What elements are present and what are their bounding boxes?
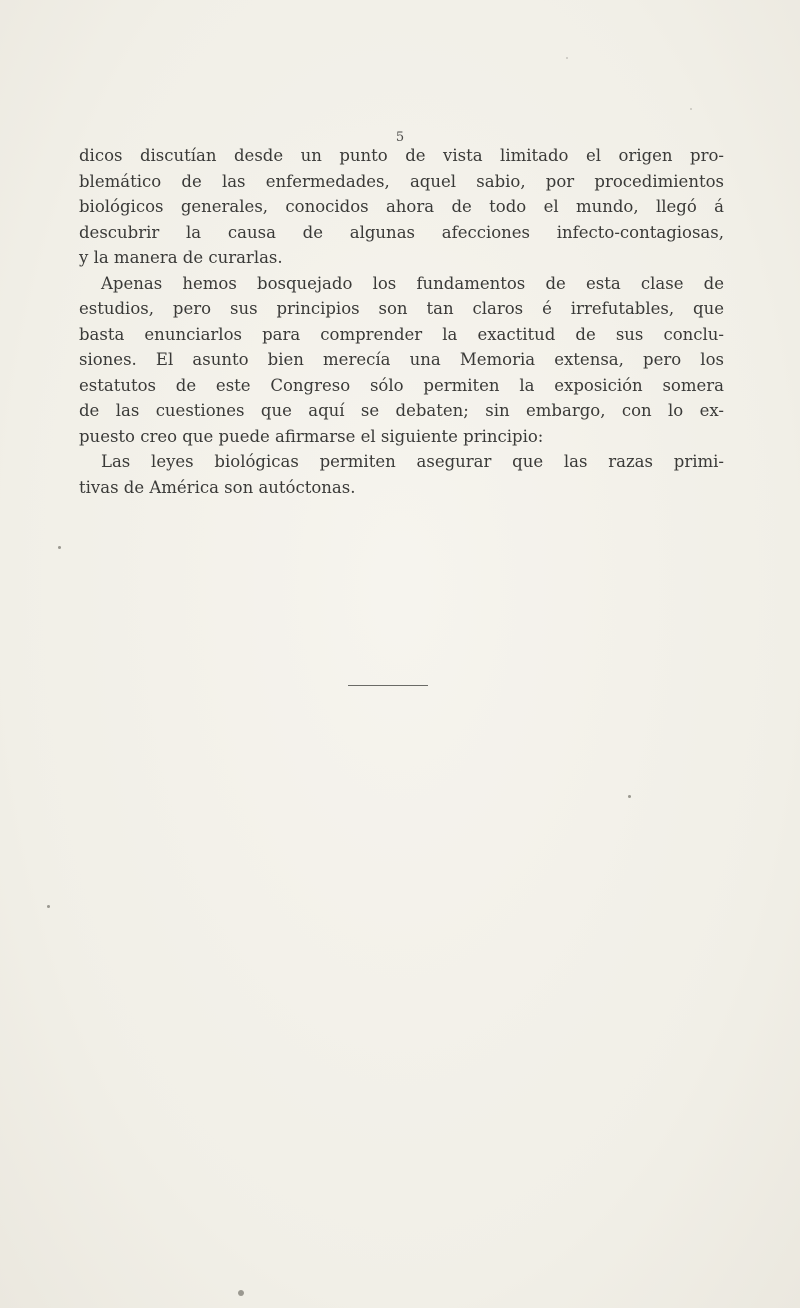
section-divider (348, 685, 428, 686)
text-line: biológicos generales, conocidos ahora de todo el mundo, llegó á (79, 197, 724, 216)
text-line: dicos discutían desde un punto de vista limitado el origen pro- (79, 146, 724, 165)
text-line: estudios, pero sus principios son tan claros é irrefutables, que (79, 299, 724, 318)
text-line: de las cuestiones que aquí se debaten; sin embargo, con lo ex- (79, 401, 724, 420)
paper-speck (47, 905, 50, 908)
text-line: Apenas hemos bosquejado los fundamentos de esta clase de (101, 273, 724, 293)
text-line: puesto creo que puede afirmarse el siguiente principio: (79, 426, 544, 446)
paragraph-2 (79, 271, 724, 450)
paper-speck (58, 546, 61, 549)
text-line: basta enunciarlos para comprender la exactitud de sus conclu- (79, 324, 724, 344)
paper-speck (566, 57, 568, 59)
paragraph-3 (79, 449, 724, 500)
text-line: descubrir la causa de algunas afecciones infecto-contagiosas, (79, 222, 724, 242)
paper-speck (628, 795, 631, 798)
paper-speck (690, 108, 692, 110)
paper-speck (238, 1290, 244, 1296)
text-line: tivas de América son autóctonas. (79, 477, 356, 497)
text-line: y la manera de curarlas. (79, 248, 283, 267)
text-line: siones. El asunto bien merecía una Memoria extensa, pero los (79, 350, 724, 369)
text-line: estatutos de este Congreso sólo permiten la exposición somera (79, 375, 724, 395)
page-number: 5 (395, 130, 405, 145)
body-text (79, 143, 724, 500)
paragraph-1 (79, 143, 724, 271)
text-line: blemático de las enfermedades, aquel sabio, por procedimientos (79, 171, 724, 191)
text-line: Las leyes biológicas permiten asegurar que las razas primi- (101, 452, 724, 471)
